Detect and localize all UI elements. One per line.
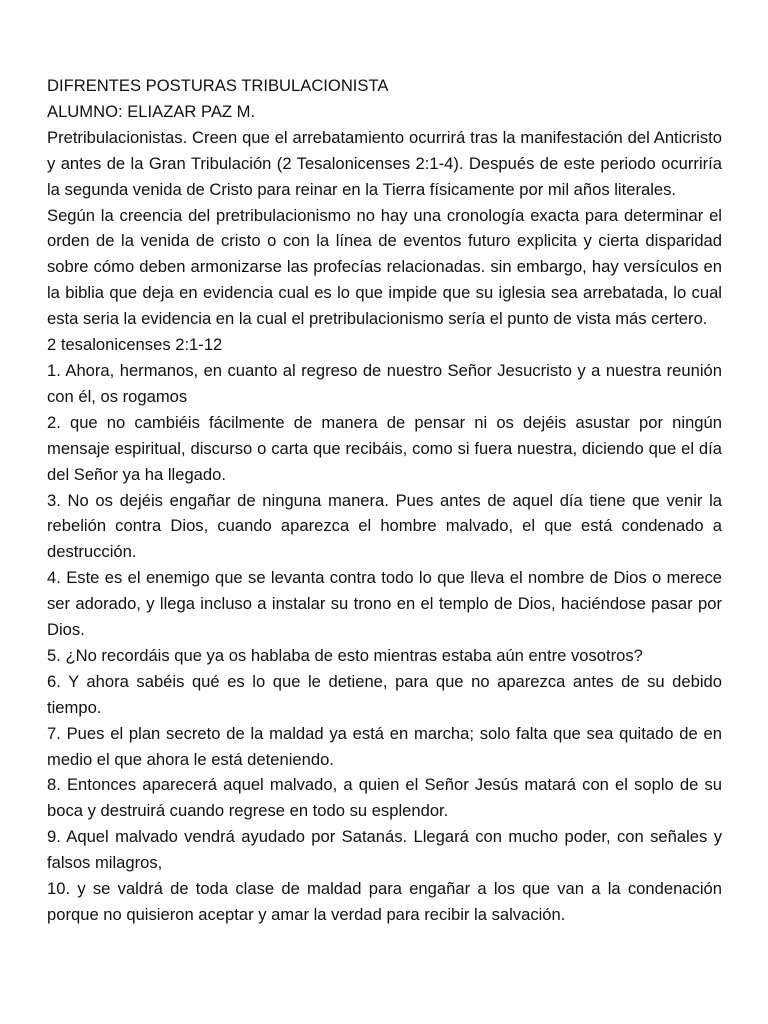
paragraph-pretribulacionistas: Pretribulacionistas. Creen que el arrebatamiento ocurrirá tras la manifestación del Anticristo y antes de la Gran Tribulación (2 Tesalonicenses 2:1-4). Después de este periodo ocurriría la segunda venida de Cristo para reinar en la Tierra físicamente por mil años literales. xyxy=(47,127,722,199)
verse-8: 8. Entonces aparecerá aquel malvado, a quien el Señor Jesús matará con el soplo de su boca y destruirá cuando regrese en todo su esplendor. xyxy=(47,775,722,821)
verse-6: 6. Y ahora sabéis qué es lo que le detiene, para que no aparezca antes de su debido tiempo. xyxy=(47,671,722,717)
verse-4: 4. Este es el enemigo que se levanta contra todo lo que lleva el nombre de Dios o merece ser adorado, y llega incluso a instalar su trono en el templo de Dios, haciéndose pasar por Dios. xyxy=(47,568,722,640)
scripture-reference: 2 tesalonicenses 2:1-12 xyxy=(47,335,223,355)
document-title: DIFRENTES POSTURAS TRIBULACIONISTA xyxy=(47,76,389,95)
verse-5: 5. ¿No recordáis que ya os hablaba de esto mientras estaba aún entre vosotros? xyxy=(47,645,643,665)
verse-3: 3. No os dejéis engañar de ninguna manera. Pues antes de aquel día tiene que venir la rebelión contra Dios, cuando aparezca el hombre malvado, el que está condenado a destrucción. xyxy=(47,490,722,562)
verse-9: 9. Aquel malvado vendrá ayudado por Satanás. Llegará con mucho poder, con señales y falsos milagros, xyxy=(47,827,722,873)
verse-1: 1. Ahora, hermanos, en cuanto al regreso de nuestro Señor Jesucristo y a nuestra reunión con él, os rogamos xyxy=(47,360,722,406)
verse-7: 7. Pues el plan secreto de la maldad ya está en marcha; solo falta que sea quitado de en medio el que ahora le está deteniendo. xyxy=(47,723,722,769)
verse-2: 2. que no cambiéis fácilmente de manera de pensar ni os dejéis asustar por ningún mensaje espiritual, discurso o carta que recibáis, como si fuera nuestra, diciendo que el día del Señor ya ha llegado. xyxy=(47,412,722,484)
student-name: ALUMNO: ELIAZAR PAZ M. xyxy=(47,101,256,121)
verse-10: 10. y se valdrá de toda clase de maldad para engañar a los que van a la condenación porque no quisieron aceptar y amar la verdad para recibir la salvación. xyxy=(47,879,722,924)
paragraph-creencia: Según la creencia del pretribulacionismo no hay una cronología exacta para determinar el orden de la venida de cristo o con la línea de eventos futuro explicita y cierta disparidad sobre cómo deben armonizarse las profecías relacionadas. sin embargo, hay versículos en la biblia que deja en evidencia cual es lo que impide que su iglesia sea arrebatada, lo cual esta seria la evidencia en la cual el pretribulacionismo sería el punto de vista más certero. xyxy=(47,205,722,329)
